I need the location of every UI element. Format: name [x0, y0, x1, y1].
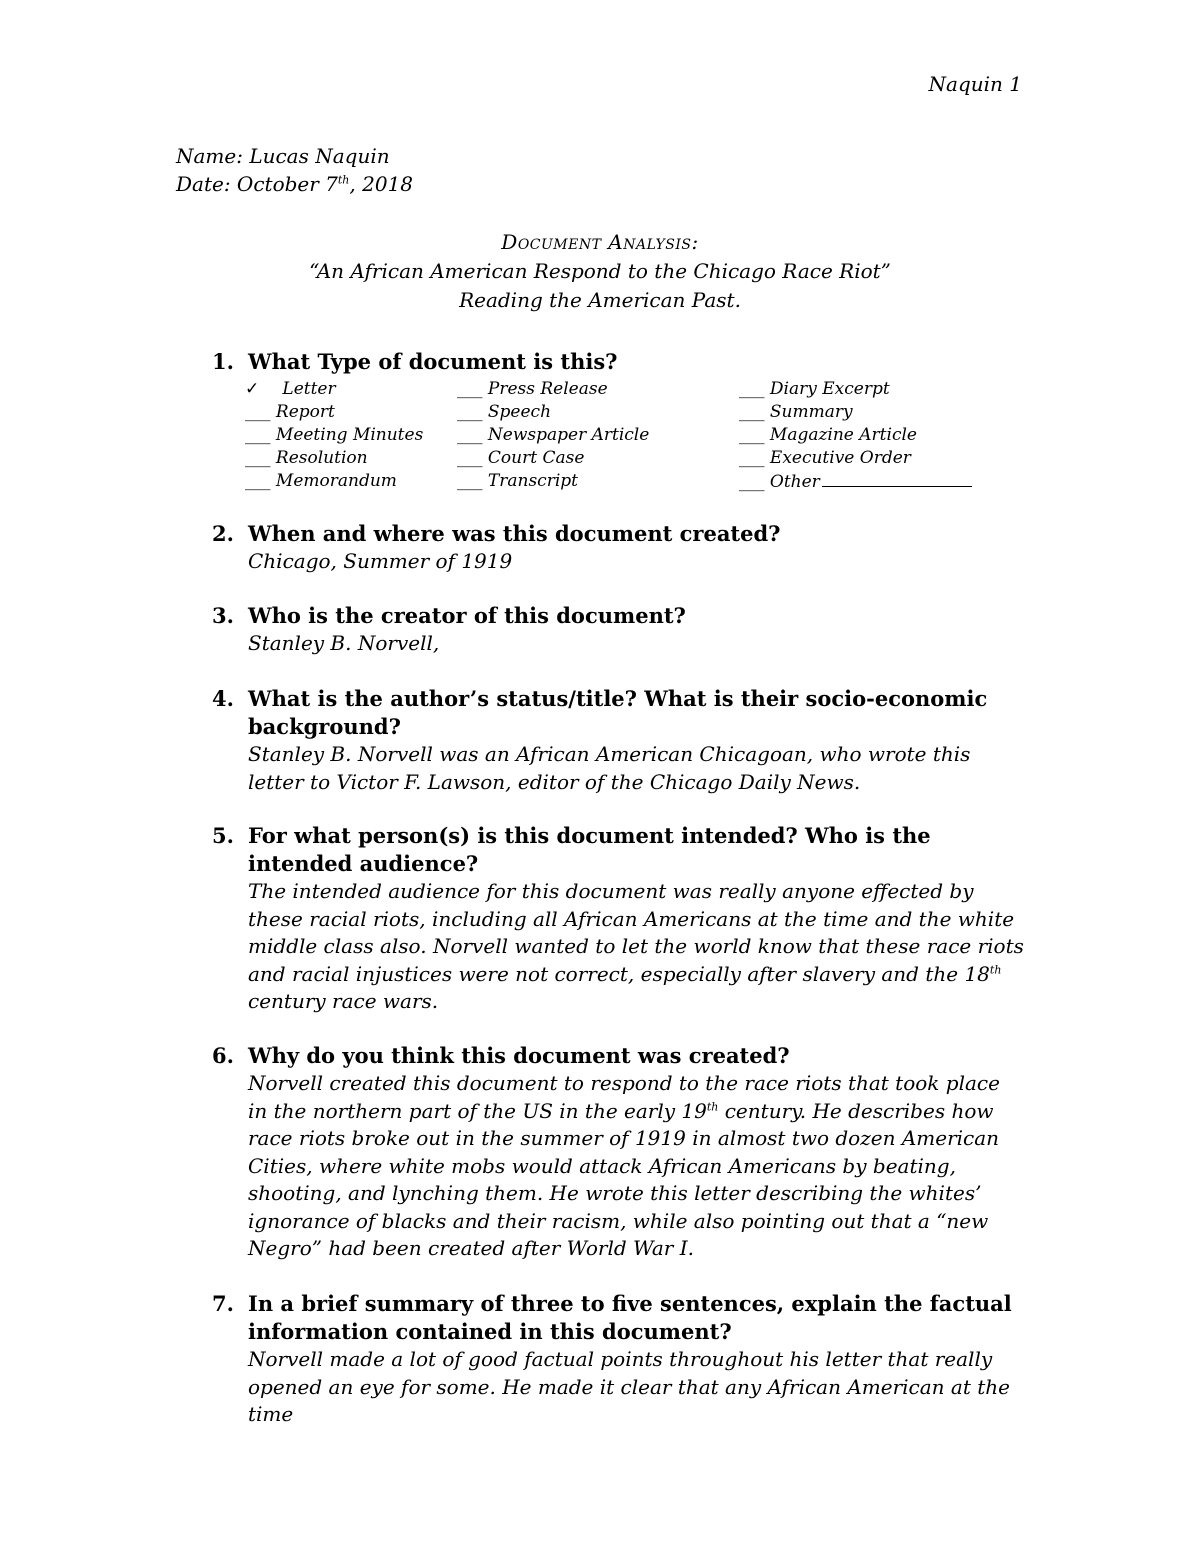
- choice-executive-order[interactable]: ___ Executive Order: [739, 448, 911, 468]
- question-heading: 5. For what person(s) is this document intended? Who is the intended audience?: [212, 823, 931, 876]
- choice-letter[interactable]: ✓ Letter: [245, 379, 336, 399]
- question-heading: 7. In a brief summary of three to five sentences, explain the factual information contained in this document?: [212, 1291, 1012, 1344]
- question-7: [212, 1290, 1024, 1429]
- question-heading: 3. Who is the creator of this document?: [212, 603, 686, 628]
- question-heading: 6. Why do you think this document was created?: [212, 1043, 790, 1068]
- choice-transcript[interactable]: ___ Transcript: [457, 471, 578, 491]
- page-header: Naquin 1: [928, 72, 1022, 96]
- choice-resolution[interactable]: ___ Resolution: [245, 448, 368, 468]
- title-book: Reading the American Past.: [459, 288, 741, 312]
- question-5: [212, 822, 1024, 1016]
- choice-meeting-minutes[interactable]: ___ Meeting Minutes: [245, 425, 424, 445]
- question-4: [212, 685, 1024, 796]
- title-source: “An African American Respond to the Chicago Race Riot”: [309, 259, 891, 283]
- answer-text: The intended audience for this document was really anyone effected by these racial riots, including all African Americans at the time and the white middle class also. Norvell wanted to let the world know that these race riots and racial injustices were not correct, especially after slavery and the 18th century race wars.: [248, 879, 1024, 1013]
- answer-text: Norvell created this document to respond to the race riots that took place in the northern part of the US in the early 19th century. He describes how race riots broke out in the summer of 1919 in almost two dozen American Cities, where white mobs would attack African Americans by beating, shooting, and lynching them. He wrote this letter describing the whites’ ignorance of blacks and their racism, while also pointing out that a “new Negro” had been created after World War I.: [248, 1071, 1000, 1260]
- question-6: [212, 1042, 1024, 1263]
- answer-text: Norvell made a lot of good factual points throughout his letter that really opened an eye for some. He made it clear that any African American at the time: [248, 1347, 1010, 1426]
- checkmark-icon: ✓: [245, 379, 260, 399]
- choice-memorandum[interactable]: ___ Memorandum: [245, 471, 397, 491]
- question-heading: 1. What Type of document is this?: [212, 349, 618, 374]
- answer-text: Stanley B. Norvell,: [248, 631, 440, 655]
- choice-diary-excerpt[interactable]: ___ Diary Excerpt: [739, 379, 890, 399]
- document-type-choices: [245, 378, 1024, 494]
- answer-text: Chicago, Summer of 1919: [248, 549, 513, 573]
- document-title: [176, 228, 1024, 315]
- choice-magazine-article[interactable]: ___ Magazine Article: [739, 425, 917, 445]
- choice-speech[interactable]: ___ Speech: [457, 402, 552, 422]
- student-info: [176, 142, 1024, 198]
- question-1: [212, 348, 1024, 494]
- question-heading: 4. What is the author’s status/title? What is their socio-economic background?: [212, 686, 988, 739]
- date-line: Date: October 7th, 2018: [176, 172, 414, 196]
- other-blank-line[interactable]: [822, 470, 972, 487]
- choice-other[interactable]: ___ Other: [739, 470, 1039, 494]
- answer-text: Stanley B. Norvell was an African American Chicagoan, who wrote this letter to Victor F. Lawson, editor of the Chicago Daily News.: [248, 742, 971, 794]
- question-3: [212, 602, 1024, 658]
- question-heading: 2. When and where was this document created?: [212, 521, 781, 546]
- choice-court-case[interactable]: ___ Court Case: [457, 448, 585, 468]
- choice-newspaper-article[interactable]: ___ Newspaper Article: [457, 425, 650, 445]
- choice-report[interactable]: ___ Report: [245, 402, 335, 422]
- choice-press-release[interactable]: ___ Press Release: [457, 379, 608, 399]
- question-2: [212, 520, 1024, 576]
- name-line: Name: Lucas Naquin: [176, 144, 390, 168]
- title-heading: Document Analysis:: [501, 230, 699, 254]
- choice-summary[interactable]: ___ Summary: [739, 402, 853, 422]
